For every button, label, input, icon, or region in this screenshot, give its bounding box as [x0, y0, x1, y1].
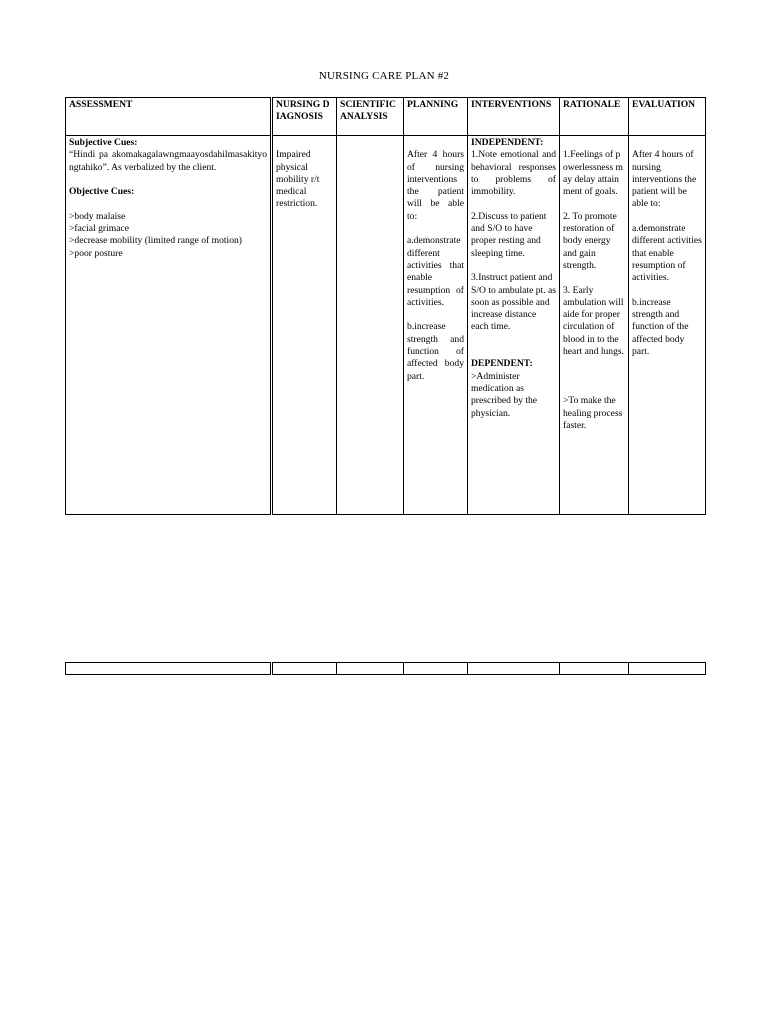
empty-cell [272, 663, 337, 675]
rationale-dependent: >To make the healing process faster. [563, 395, 623, 431]
objective-cue-item: >decrease mobility (limited range of motion) [69, 235, 242, 247]
content-row [66, 136, 706, 515]
evaluation-goal-a: a.demonstrate different activities that enable resumption of activities. [632, 223, 702, 284]
header-planning: PLANNING [404, 98, 468, 136]
intervention-item-2: 2.Discuss to patient and S/O to have proper resting and sleeping time. [471, 210, 547, 259]
assessment-cell [66, 136, 272, 515]
evaluation-cell [629, 136, 706, 515]
page-title: NURSING CARE PLAN #2 [318, 70, 450, 82]
header-nursing-diagnosis: NURSING DIAGNOSIS [272, 98, 337, 136]
intervention-item-3: 3.Instruct patient and S/O to ambulate pt. as soon as possible and increase distance each time. [471, 272, 556, 333]
objective-cue-item: >body malaise [69, 210, 126, 222]
empty-cell [404, 663, 468, 675]
rationale-item-1: 1.Feelings of powerlessness may delay attainment of goals. [563, 149, 623, 198]
nursing-diagnosis-text: Impaired physical mobility r/t medical restriction. [276, 149, 320, 210]
empty-cell [468, 663, 560, 675]
intervention-item-1: 1.Note emotional and behavioral responses to problems of immobility. [471, 149, 556, 198]
empty-cell [66, 663, 272, 675]
rationale-item-3: 3. Early ambulation will aide for proper circulation of blood in to the heart and lungs. [563, 284, 625, 358]
header-interventions: INTERVENTIONS [468, 98, 560, 136]
evaluation-intro: After 4 hours of nursing interventions the patient will be able to: [632, 149, 697, 210]
planning-cell [404, 136, 468, 515]
dependent-intervention: >Administer medication as prescribed by the physician. [471, 370, 538, 419]
rationale-cell [560, 136, 629, 515]
empty-cell [337, 663, 404, 675]
header-rationale: RATIONALE [560, 98, 629, 136]
planning-goal-b: b.increase strength and function of affected body part. [407, 321, 464, 382]
empty-cell [560, 663, 629, 675]
nursing-diagnosis-cell [272, 136, 337, 515]
objective-cues-heading: Objective Cues: [69, 186, 135, 198]
subjective-cues-heading: Subjective Cues: [69, 137, 138, 148]
objective-cue-item: >facial grimace [69, 223, 130, 235]
dependent-heading: DEPENDENT: [471, 358, 533, 370]
empty-cell [629, 663, 706, 675]
care-plan-table [65, 97, 706, 515]
empty-table-row [65, 662, 706, 675]
header-row [66, 98, 706, 136]
objective-cue-item: >poor posture [69, 247, 123, 259]
header-evaluation: EVALUATION [629, 98, 706, 136]
subjective-cues-text: “Hindi pa akomakagalawngmaayosdahilmasakityongtahiko”. As verbalized by the client. [69, 149, 267, 173]
header-scientific-analysis: SCIENTIFIC ANALYSIS [337, 98, 404, 136]
independent-heading: INDEPENDENT: [471, 137, 544, 148]
planning-goal-a: a.demonstrate different activities that enable resumption of activities. [407, 235, 464, 308]
evaluation-goal-b: b.increase strength and function of the affected body part. [632, 296, 689, 358]
planning-intro: After 4 hours of nursing interventions the patient will be able to: [407, 149, 464, 222]
rationale-item-2: 2. To promote restoration of body energy and gain strength. [563, 210, 617, 271]
interventions-cell [468, 136, 560, 515]
header-assessment: ASSESSMENT [66, 98, 272, 136]
scientific-analysis-cell [337, 136, 404, 515]
